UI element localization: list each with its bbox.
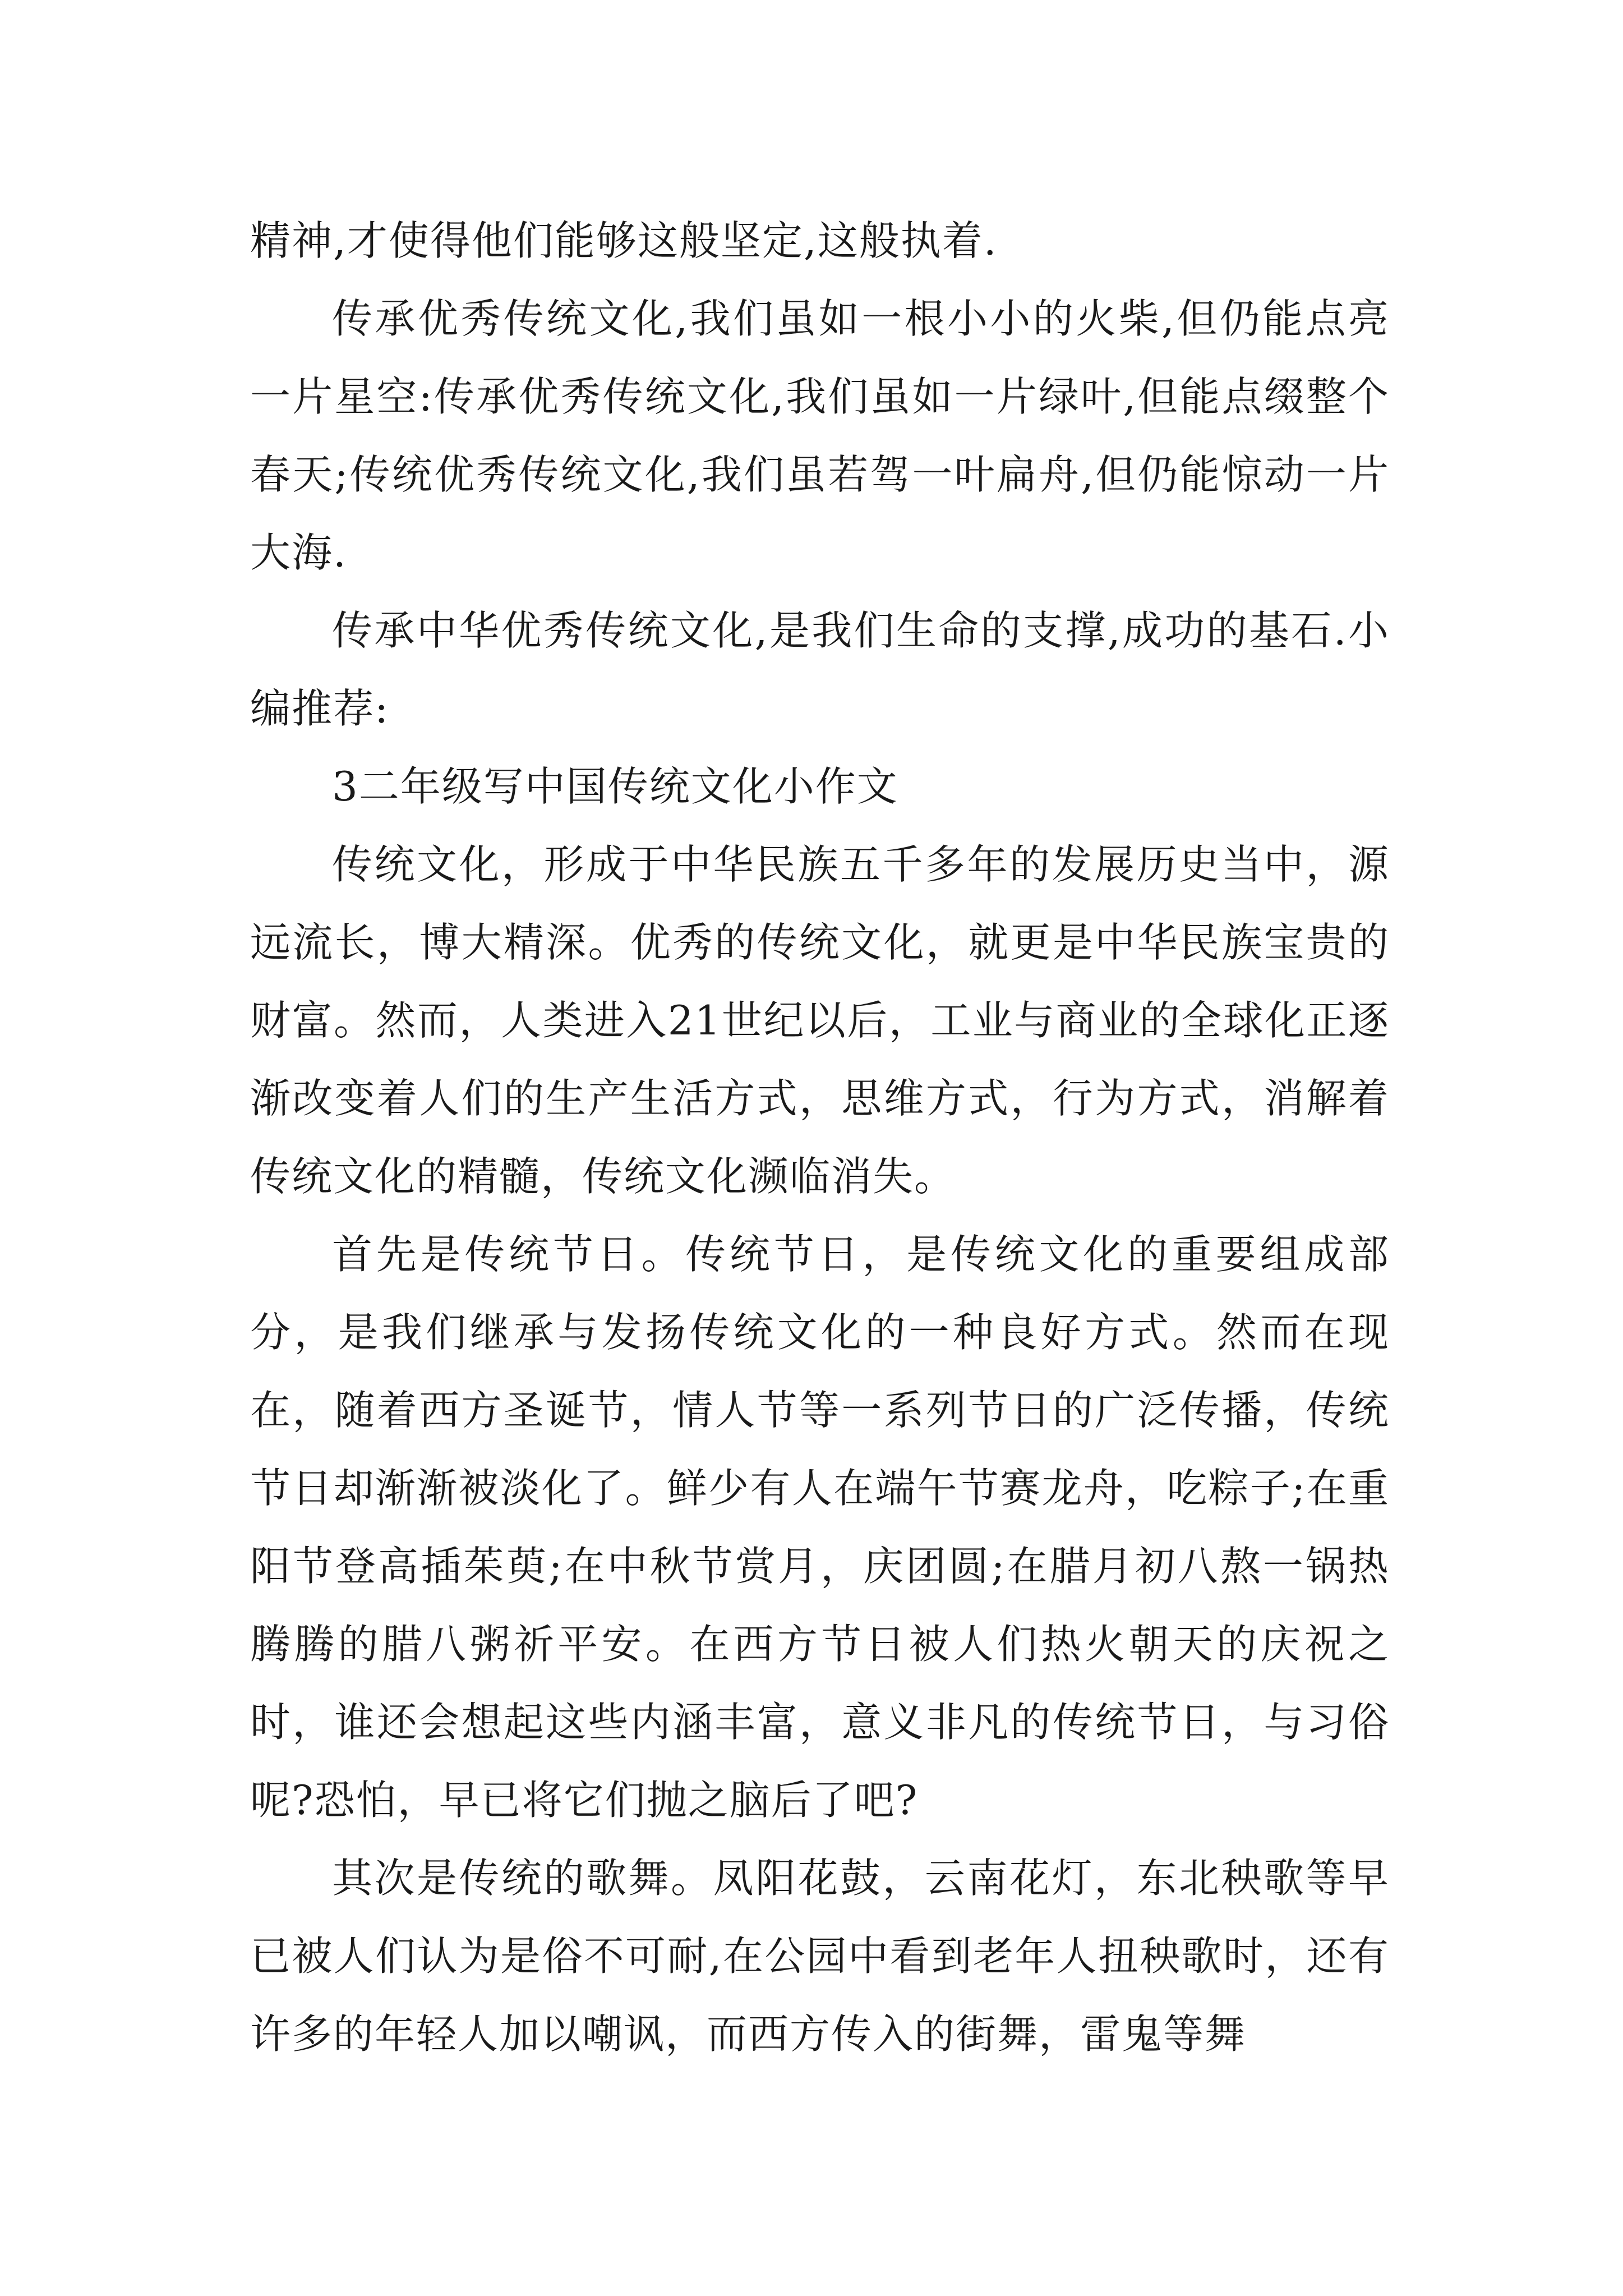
- paragraph-inheritance: 传承优秀传统文化,我们虽如一根小小的火柴,但仍能点亮一片星空:传承优秀传统文化,我们虽如一片绿叶,但能点缀整个春天;传统优秀传统文化,我们虽若驾一叶扁舟,但仍能惊动一片大海.: [250, 295, 1390, 576]
- paragraph-songs-dances: 其次是传统的歌舞。凤阳花鼓，云南花灯，东北秧歌等早已被人们认为是俗不可耐,在公园中看到老年人扭秧歌时，还有许多的年轻人加以嘲讽，而西方传入的街舞，雷鬼等舞: [250, 1855, 1390, 2058]
- paragraph-continuation: 精神,才使得他们能够这般坚定,这般执着.: [250, 217, 998, 264]
- paragraph-intro: 传统文化，形成于中华民族五千多年的发展历史当中，源远流长，博大精深。优秀的传统文化，就更是中华民族宝贵的财富。然而，人类进入21世纪以后，工业与商业的全球化正逐渐改变着人们的生产生活方式，思维方式，行为方式，消解着传统文化的精髓，传统文化濒临消失。: [250, 841, 1390, 1200]
- paragraph-conclusion: 传承中华优秀传统文化,是我们生命的支撑,成功的基石.小编推荐:: [250, 607, 1390, 732]
- body-text: [250, 202, 1390, 2073]
- section-heading: 3二年级写中国传统文化小作文: [332, 763, 898, 810]
- paragraph-festivals: 首先是传统节日。传统节日，是传统文化的重要组成部分，是我们继承与发扬传统文化的一种良好方式。然而在现在，随着西方圣诞节，情人节等一系列节日的广泛传播，传统节日却渐渐被淡化了。鲜少有人在端午节赛龙舟，吃粽子;在重阳节登高插茱萸;在中秋节赏月，庆团圆;在腊月初八熬一锅热腾腾的腊八粥祈平安。在西方节日被人们热火朝天的庆祝之时，谁还会想起这些内涵丰富，意义非凡的传统节日，与习俗呢?恐怕，早已将它们抛之脑后了吧?: [250, 1231, 1390, 1824]
